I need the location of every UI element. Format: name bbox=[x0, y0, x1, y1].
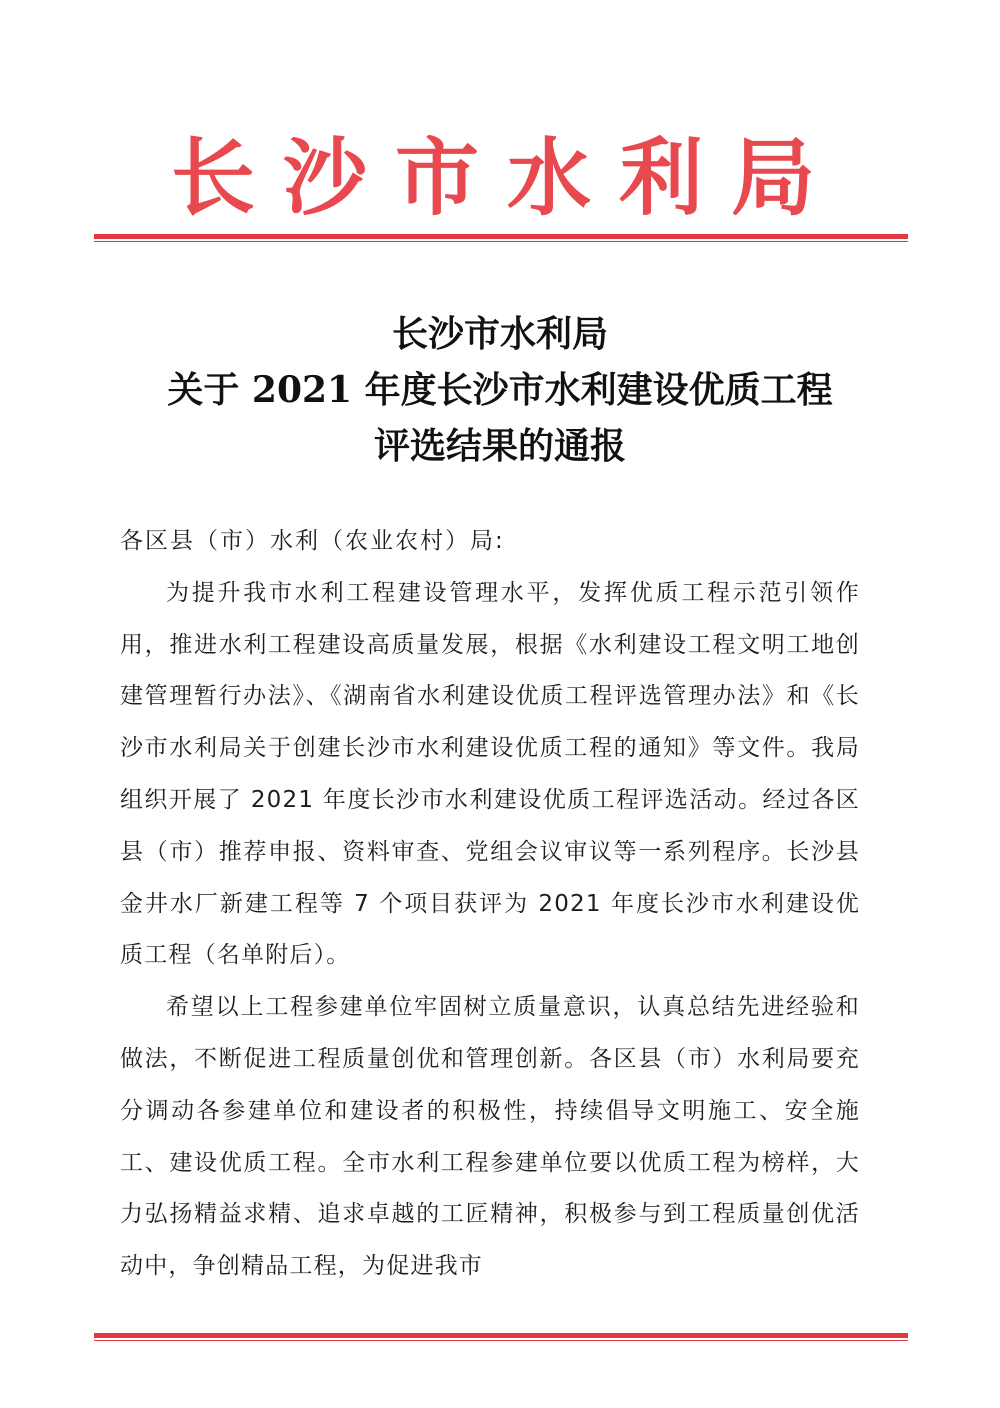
title-line-3: 评选结果的通报 bbox=[373, 425, 626, 467]
footer-rule-thin bbox=[94, 1340, 908, 1341]
title-line-1: 长沙市水利局 bbox=[391, 313, 608, 355]
document-body bbox=[120, 516, 860, 1293]
masthead-org-name: 长沙市水利局 bbox=[170, 128, 843, 227]
footer-rule-thick bbox=[94, 1333, 908, 1338]
document-title bbox=[0, 306, 1000, 474]
masthead-rule-thick bbox=[94, 234, 908, 239]
title-line-2: 关于 2021 年度长沙市水利建设优质工程 bbox=[167, 369, 833, 411]
masthead-rule-thin bbox=[94, 241, 908, 242]
paragraph-1: 为提升我市水利工程建设管理水平，发挥优质工程示范引领作用，推进水利工程建设高质量发展，根据《水利建设工程文明工地创建管理暂行办法》、《湖南省水利建设优质工程评选管理办法》和《长沙市水利局关于创建长沙市水利建设优质工程的通知》等文件。我局组织开展了 2021 年度长沙市水利建设优质工程评选活动。经过各区县（市）推荐申报、资料审查、党组会议审议等一系列程序。长沙县金井水厂新建工程等 7 个项目获评为 2021 年度长沙市水利建设优质工程（名单附后）。 bbox=[120, 579, 860, 969]
paragraph-2: 希望以上工程参建单位牢固树立质量意识，认真总结先进经验和做法，不断促进工程质量创优和管理创新。各区县（市）水利局要充分调动各参建单位和建设者的积极性，持续倡导文明施工、安全施工、建设优质工程。全市水利工程参建单位要以优质工程为榜样，大力弘扬精益求精、追求卓越的工匠精神，积极参与到工程质量创优活动中，争创精品工程，为促进我市 bbox=[120, 994, 860, 1280]
salutation: 各区县（市）水利（农业农村）局: bbox=[120, 528, 505, 554]
